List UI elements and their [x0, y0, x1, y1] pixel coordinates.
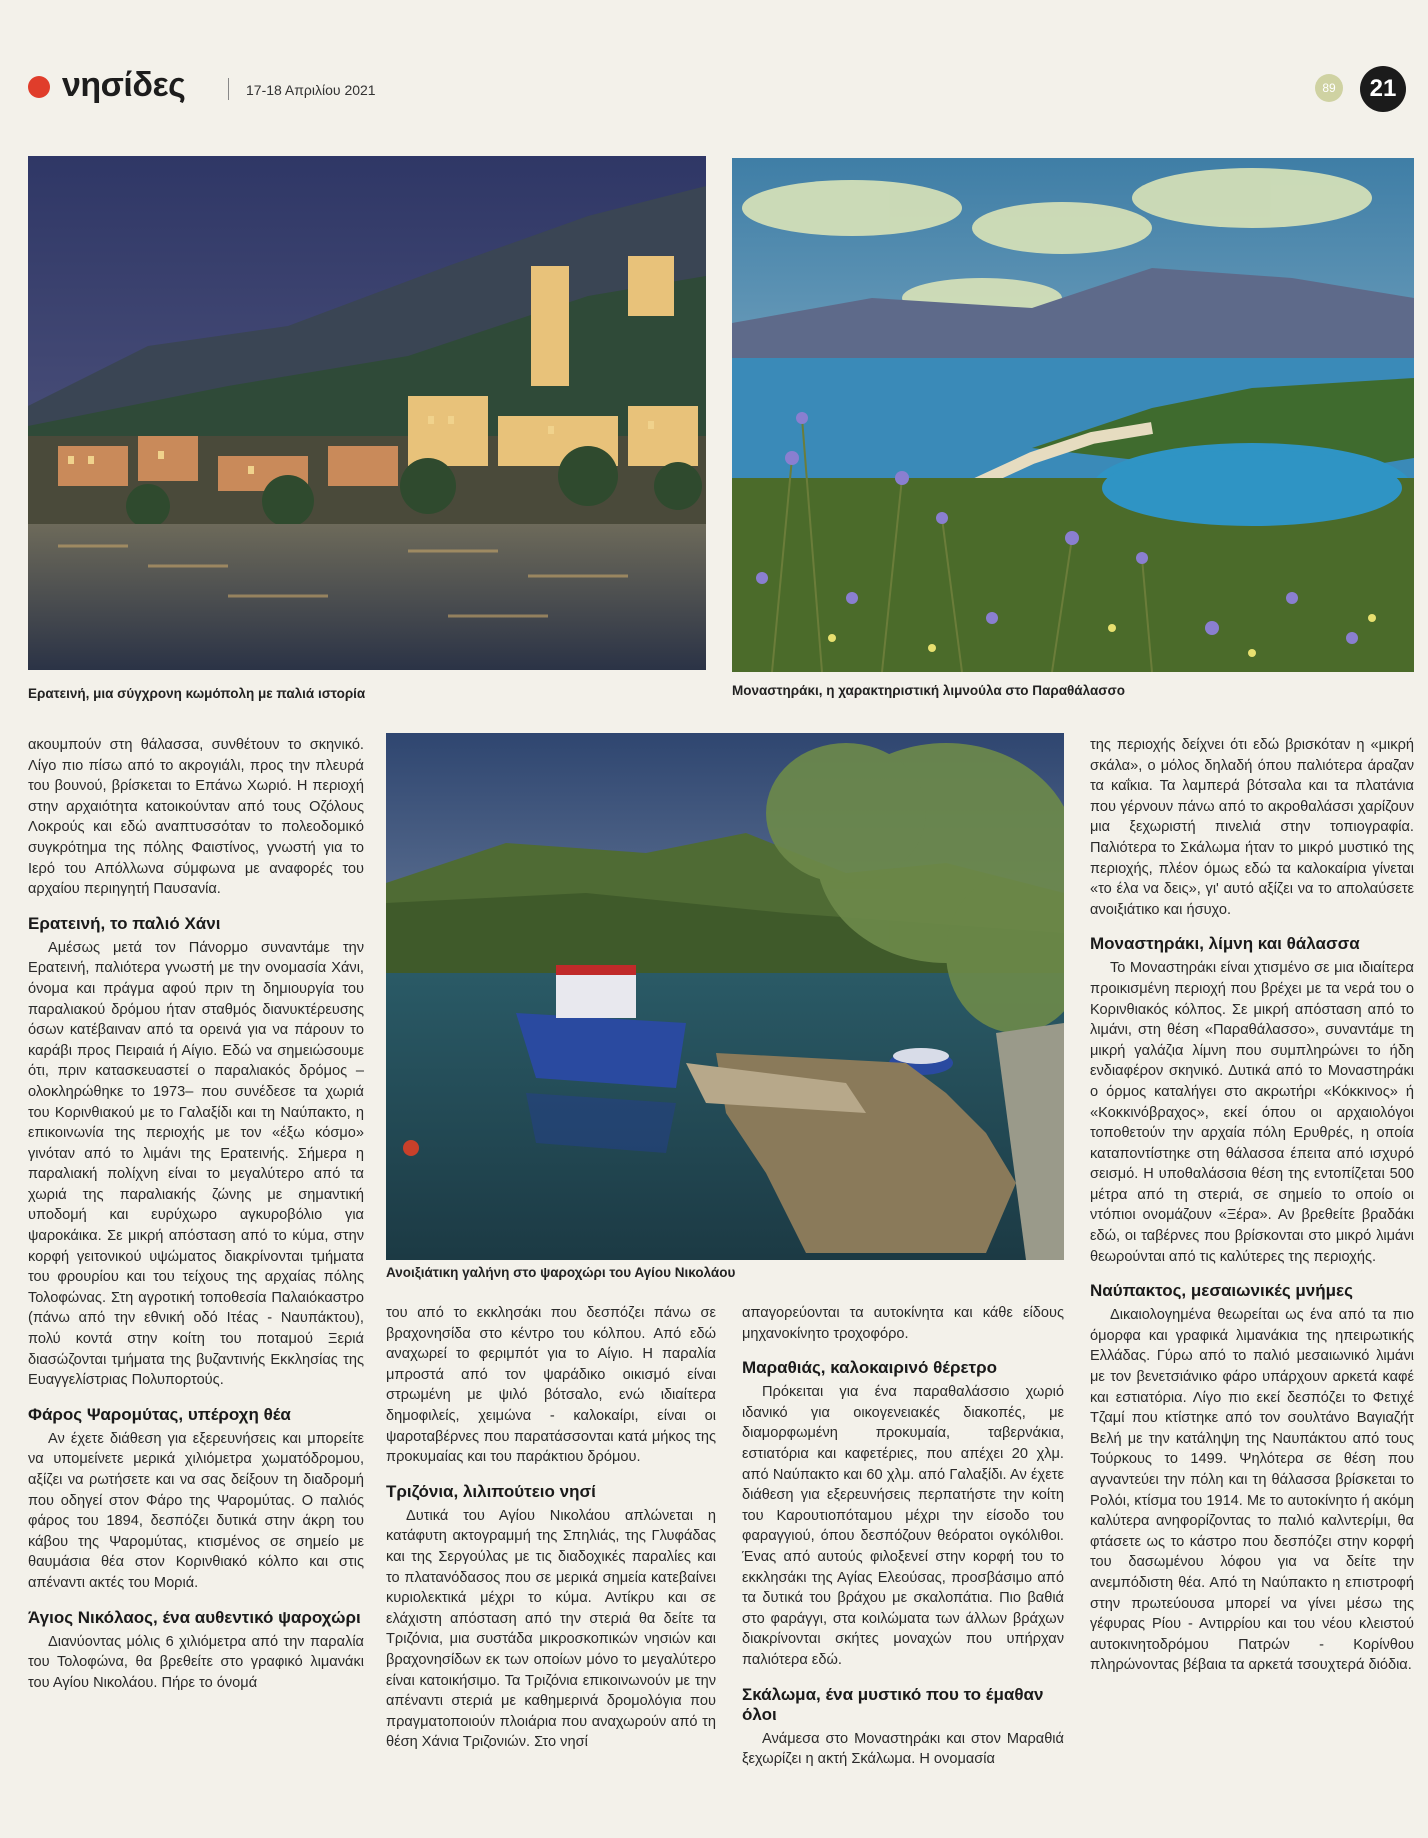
article-column-4	[1090, 735, 1414, 1676]
paragraph: Δυτικά του Αγίου Νικολάου απλώνεται η κατάφυτη ακτογραμμή της Σπηλιάς, της Γλυφάδας και της Σεργούλας με τις διαδοχικές παραλίες και το πλατανόδασος που σε μερικά σημεία κατεβαίνει κυριολεκτικά μέχρι το κύμα. Αντίκρυ και σε ελάχιστη απόσταση από την στεριά θα δείτε τα Τριζόνια, μια συστάδα μικροσκοπικών νησιών και βραχονησίδων εκ των οποίων μόνο το μεγαλύτερο είναι κατοικήσιμο. Τα Τριζόνια επικοινωνούν με την απέναντι στεριά με καθημερινά δρομολόγια που πραγματοποιούν πλοιάρια που αναχωρούν από τη θέση Χάνια Τριζονιών. Στο νησί	[386, 1507, 716, 1751]
paragraph: Διανύοντας μόλις 6 χιλιόμετρα από την παραλία του Τολοφώνα, θα βρεθείτε στο γραφικό λιμανάκι του Αγίου Νικολάου. Πήρε το όνομά	[28, 1633, 364, 1691]
photo-agios-nikolaos	[386, 733, 1064, 1260]
paragraph: του από το εκκλησάκι που δεσπόζει πάνω σε βραχονησίδα στο κέντρο του κόλπου. Από εδώ αναχωρεί το φεριμπότ για το Αίγιο. Η παραλία μπροστά από τον ψαράδικο οικισμό είναι στρωμένη με ψιλό βότσαλο, ενώ ιδιαίτερα δημοφιλείς, χειμώνα - καλοκαίρι, είναι οι ψαροταβέρνες που παρατάσσονται κατά μήκος της προκυμαίας και του παράκτιου δρόμου.	[386, 1305, 716, 1466]
paragraph: Το Μοναστηράκι είναι χτισμένο σε μια ιδιαίτερα προικισμένη περιοχή που βρέχει με τα νερά του ο Κορινθιακός κόλπος. Σε μικρή απόσταση από το λιμάνι, στη θέση «Παραθάλασσο», συναντάμε τη μικρή γαλάζια λίμνη που συμπληρώνει το ήδη ενδιαφέρον σκηνικό. Δυτικά από το Μοναστηράκι ο όρμος καταλήγει στο ακρωτήρι «Κόκκινος» ή «Κοκκινόβραχος», εκεί όπου οι αρχαιολόγοι τοποθετούν την αρχαία πόλη Ερυθρές, η οποία καταποντίστηκε στη θάλασσα έπειτα από ισχυρό σεισμό. Η υποθαλάσσια θέση της εντοπίζεται 500 μέτρα από τη στεριά, σε σημείο το οποίο οι ντόπιοι ονομάζουν «Ξέρα». Αν βρεθείτε βραδάκι εδώ, οι ταβέρνες που βρίσκονται στο μικρό λιμάνι θεωρούνται από τις καλύτερες της περιοχής.	[1090, 960, 1414, 1265]
section-heading-agios-nikolaos: Άγιος Νικόλαος, ένα αυθεντικό ψαροχώρι	[28, 1607, 361, 1627]
paragraph: Αμέσως μετά τον Πάνορμο συναντάμε την Ερατεινή, παλιότερα γνωστή με την ονομασία Χάνι, όνομα και πράγμα αφού πριν τη δημιουργία του παραλιακού δρόμου ήταν σταθμός διανυκτέρευσης όσων κατέβαιναν από τα ορεινά για να πάρουν το καράβι προς Πειραιά ή Αίγιο. Εδώ να σημειώσουμε ότι, πριν κατασκευαστεί ο παραλιακός δρόμος –ολοκληρώθηκε το 1973– που συνέδεσε τα χωριά του Κορινθιακού με το Γαλαξίδι και τη Ναύπακτο, η επικοινωνία της περιοχής με τον «έξω κόσμο» γινόταν από το λιμάνι της Ερατεινής. Σήμερα η παραλιακή πολίχνη είναι το μεγαλύτερο από τα χωριά της παραλιακής ζώνης με σημαντική υποδομή και ευρύχωρο αγκυροβόλιο για ψαροκάικα. Σε μικρή απόσταση από το κύμα, στην κορφή γειτονικού υψώματος διακρίνονται τμήματα του φρουρίου και του τείχους της αρχαίας πόλης Τολοφώνας. Στη αγροτική τοποθεσία Παλαιόκαστρο (πάνω από την εθνική οδό Ιτέας - Ναυπάκτου), πολύ κοντά στην κοίτη του ποταμού Ξεριά διασώζονται τμήματα της βυζαντινής Εκκλησίας της Ευαγγελίστριας Πολυπορτούς.	[28, 939, 364, 1389]
section-heading-skaloma: Σκάλωμα, ένα μυστικό που το έμαθαν όλοι	[742, 1684, 1044, 1724]
paragraph: Δικαιολογημένα θεωρείται ως ένα από τα πιο όμορφα και γραφικά λιμανάκια της ηπειρωτικής Ελλάδας. Γύρω από το παλιό μεσαιωνικό λιμάνι με τον βενετσιάνικο φάρο υπάρχουν αρκετά καφέ και εστιατόρια. Λίγο πιο εκεί δεσπόζει το Φετιχέ Τζαμί που κτίστηκε από τον σουλτάνο Βαγιαζήτ Βελή με την κατάληψη της Ναυπάκτου από τους Τούρκους το 1499. Ψηλότερα σε θέση που αγναντεύει την πόλη και τη θάλασσα βρίσκεται το Ρολόι, κτίσμα του 1914. Με το αυτοκίνητο ή ακόμη καλύτερα ανηφορίζοντας το παλιό καλντερίμι, θα φτάσετε ως το κάστρο που δεσπόζει στην κορφή του δασωμένου λόφου για να δείτε την ανεμπόδιστη θέα. Από τη Ναύπακτο η επιστροφή στην πρωτεύουσα μπορεί να γίνει μέσω της γέφυρας Ρίου - Αντιρρίου και του νέου κλειστού αυτοκινητοδρόμου Πατρών - Κορίνθου πληρώνοντας βέβαια τα αρκετά τσουχτερά διόδια.	[1090, 1307, 1414, 1674]
photo-eratini	[28, 156, 706, 670]
paragraph: απαγορεύονται τα αυτοκίνητα και κάθε είδους μηχανοκίνητο τροχοφόρο.	[742, 1305, 1064, 1342]
article-column-1	[28, 735, 364, 1693]
page-number-small: 89	[1315, 74, 1343, 102]
section-heading-trizonia: Τριζόνια, λιλιπούτειο νησί	[386, 1481, 596, 1501]
page-header	[28, 66, 1408, 116]
paragraph: της περιοχής δείχνει ότι εδώ βρισκόταν η «μικρή σκάλα», ο μόλος δηλαδή όπου παλιότερα άραζαν τα καΐκια. Τα λαμπερά βότσαλα και τα πλατάνια που γέρνουν πάνω από το ακροθαλάσσι χαρίζουν μια ξεχωριστή πινελιά στην τοπιογραφία. Παλιότερα το Σκάλωμα ήταν το μικρό μυστικό της περιοχής, πλέον όμως εδώ τα καλοκαίρια γίνεται «το έλα να δεις», γι' αυτό αξίζει να το απολαύσετε ανοιξιάτικο και ήσυχο.	[1090, 737, 1414, 918]
page-number: 21	[1360, 66, 1406, 112]
section-heading-nafpaktos: Ναύπακτος, μεσαιωνικές μνήμες	[1090, 1281, 1353, 1301]
caption-agios-nikolaos: Ανοιξιάτικη γαλήνη στο ψαροχώρι του Αγίου Νικολάου	[386, 1265, 736, 1280]
section-heading-eratini: Ερατεινή, το παλιό Χάνι	[28, 913, 221, 933]
brand-logo-dot	[28, 76, 50, 98]
caption-monastiraki: Μοναστηράκι, η χαρακτηριστική λιμνούλα στο Παραθάλασσο	[732, 683, 1125, 698]
brand-title: νησίδες	[62, 66, 186, 104]
article-column-2	[386, 1303, 716, 1753]
issue-date: 17-18 Απριλίου 2021	[246, 82, 376, 98]
paragraph: ακουμπούν στη θάλασσα, συνθέτουν το σκηνικό. Λίγο πιο πίσω από το ακρογιάλι, προς την πλευρά του βουνού, βρίσκεται το Επάνω Χωριό. Η περιοχή στην αρχαιότητα κατοικούνταν από τους Οζόλους Λοκρούς και εδώ αναπτυσσόταν το πολεοδομικό συγκρότημα της πόλης Φαιστίνος, γνωστή για το Ιερό του Απόλλωνα σύμφωνα με αναφορές του αρχαίου περιηγητή Παυσανία.	[28, 737, 364, 898]
article-column-3	[742, 1303, 1064, 1770]
photo-monastiraki	[732, 158, 1414, 672]
section-heading-monastiraki: Μοναστηράκι, λίμνη και θάλασσα	[1090, 934, 1360, 954]
paragraph: Αν έχετε διάθεση για εξερευνήσεις και μπορείτε να υπομείνετε μερικά χιλιόμετρα χωματόδρομου, αξίζει να ρωτήσετε και να σας δείξουν τη διαδρομή που οδηγεί στον Φάρο της Ψαρομύτας. Ο παλιός φάρος του 1894, δεσπόζει δυτικά στην άκρη του κάβου της Ψαρομύτας, κτισμένος σε σημείο με θαυμάσια θέα στον Κορινθιακό κόλπο και στις απέναντι ακτές του Μοριά.	[28, 1430, 364, 1591]
caption-eratini: Ερατεινή, μια σύγχρονη κωμόπολη με παλιά ιστορία	[28, 686, 366, 701]
section-heading-marathias: Μαραθιάς, καλοκαιρινό θέρετρο	[742, 1358, 998, 1378]
header-divider	[228, 78, 229, 100]
section-heading-faros: Φάρος Ψαρομύτας, υπέροχη θέα	[28, 1404, 291, 1424]
paragraph: Ανάμεσα στο Μοναστηράκι και στον Μαραθιά ξεχωρίζει η ακτή Σκάλωμα. Η ονομασία	[742, 1730, 1064, 1768]
paragraph: Πρόκειται για ένα παραθαλάσσιο χωριό ιδανικό για οικογενειακές διακοπές, με διαμορφωμένη προκυμαία, ταβερνάκια, εστιατόρια και καφετέριες, που απέχει 20 χλμ. από Ναύπακτο και 60 χλμ. από Γαλαξίδι. Αν έχετε διάθεση για εξερευνήσεις περπατήστε την κοίτη του Καρουτιοπόταμου μέχρι την είσοδο του φαραγγιού, όπου δεσπόζουν θεόρατοι ογκόλιθοι. Ένας από αυτούς φιλοξενεί στην κορφή του το εκκλησάκι της Αγίας Ελεούσας, προσβάσιμο από τα δυτικά του βράχου με σκαλοπάτια. Πιο βαθιά στο φαράγγι, στα κοιλώματα των άλλων βράχων διακρίνονται σκήτες μοναχών που υπήρχαν παλιότερα εδώ.	[742, 1384, 1064, 1668]
